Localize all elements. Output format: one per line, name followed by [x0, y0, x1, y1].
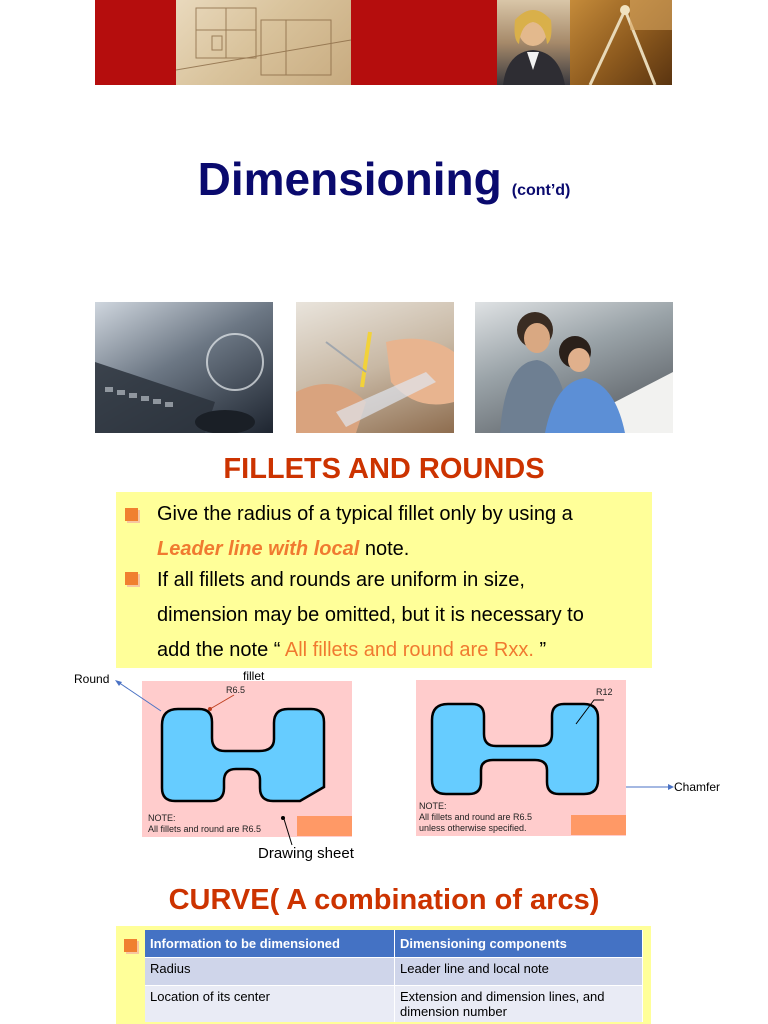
- bullet-2-line-3: add the note “: [157, 639, 285, 661]
- bullet-text-1: [157, 497, 647, 567]
- bullet-2-emphasis: All fillets and round are Rxx.: [284, 639, 534, 661]
- bullet-square-icon: [125, 508, 138, 521]
- bullet-2-line-1: If all fillets and rounds are uniform in size,: [157, 569, 525, 591]
- bullet-1-emphasis: Leader line with local: [157, 538, 360, 560]
- table-header-cell: Dimensioning components: [395, 930, 643, 958]
- bullet-square-icon: [124, 939, 137, 952]
- note-heading: NOTE:: [148, 813, 176, 823]
- businesswoman-image: [497, 0, 570, 85]
- fillet-label: fillet: [243, 669, 265, 683]
- title-main: Dimensioning: [197, 153, 502, 205]
- table-cell: Radius: [145, 958, 395, 986]
- sheet-2-note: [419, 801, 532, 834]
- note-text: All fillets and round are R6.5: [419, 812, 533, 822]
- table-cell: Location of its center: [145, 986, 395, 1023]
- sheet-1-note: [148, 813, 261, 835]
- title-block: [297, 816, 352, 836]
- bullet-1-text-end: note.: [359, 538, 410, 560]
- bullet-2-line-2: dimension may be omitted, but it is necessary to: [157, 604, 584, 626]
- round-radius-label: R12: [596, 687, 613, 697]
- fillet-radius-label: R6.5: [226, 685, 246, 695]
- drawing-sheet-caption: Drawing sheet: [258, 845, 354, 862]
- table-row: [145, 986, 643, 1023]
- bullet-1-text: Give the radius of a typical fillet only by using a: [157, 503, 573, 525]
- fillets-notes-box: [116, 492, 652, 668]
- table-header-row: [145, 930, 643, 958]
- curve-heading: CURVE( A combination of arcs): [168, 884, 600, 916]
- hands-drawing-photo: [296, 302, 454, 433]
- chamfer-label: Chamfer: [674, 780, 721, 794]
- note-text: All fillets and round are R6.5: [148, 824, 262, 834]
- title-block: [571, 815, 626, 835]
- drawing-sheet-1: [142, 681, 352, 837]
- table-header-cell: Information to be dimensioned: [145, 930, 395, 958]
- bullet-square-icon: [125, 572, 138, 585]
- note-heading: NOTE:: [419, 801, 447, 811]
- note-text-qualifier: unless otherwise specified.: [419, 823, 527, 833]
- page-title: [0, 152, 768, 206]
- table-cell: Leader line and local note: [395, 958, 643, 986]
- keyboard-drafting-photo: [95, 302, 273, 433]
- bullet-text-2: [157, 563, 652, 668]
- round-label: Round: [74, 672, 110, 686]
- dimension-table: [145, 930, 643, 1022]
- header-banner: [95, 0, 672, 85]
- table-row: [145, 958, 643, 986]
- floor-plan-image: [176, 0, 351, 85]
- bullet-2-line-3-end: ”: [533, 639, 547, 661]
- table-cell: Extension and dimension lines, and dimension number: [395, 986, 643, 1023]
- drafting-tools-image: [570, 0, 672, 85]
- fillets-rounds-heading: FILLETS AND ROUNDS: [223, 453, 545, 485]
- drawing-sheet-2: [416, 680, 626, 836]
- title-subtitle: (cont’d): [511, 182, 571, 199]
- students-drafting-photo: [475, 302, 673, 433]
